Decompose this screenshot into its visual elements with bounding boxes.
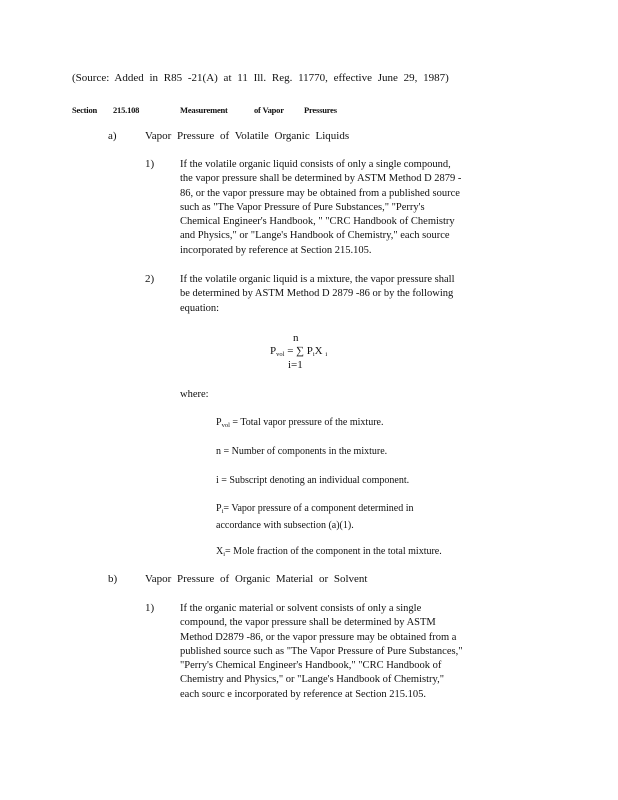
equation-x-subscript: i (325, 351, 328, 358)
item-b1-paragraph (180, 602, 463, 702)
section-title-of-vapor: of Vapor (254, 105, 284, 115)
item-b1-line: each sourc e incorporated by reference at Section 215.105. (180, 688, 427, 700)
item-a2-paragraph (180, 273, 454, 316)
subsection-a-marker: a) (108, 130, 117, 142)
equation-lhs: P (270, 345, 277, 357)
definition-pi-text: = Vapor pressure of a component determined in (223, 503, 414, 514)
item-a1-line: If the volatile organic liquid consists of only a single compound, (180, 159, 451, 170)
item-a1-marker: 1) (145, 158, 155, 170)
equation-upper-limit: n (293, 332, 299, 344)
item-a1-line: and Physics," or "Lange's Handbook of Chemistry," each source (180, 230, 450, 242)
equation-p-subscript: i (312, 351, 315, 358)
item-a1-line: such as "The Vapor Pressure of Pure Substances," "Perry's (180, 201, 425, 213)
definition-pvol (216, 416, 383, 433)
item-b1-marker: 1) (145, 602, 155, 614)
item-b1-line: published source such as "The Vapor Pressure of Pure Substances," (180, 645, 463, 657)
item-b1-line: Method D2879 -86, or the vapor pressure may be obtained from a (180, 631, 457, 643)
item-b1-line: If the organic material or solvent consists of only a single (180, 603, 422, 614)
definition-xi (216, 545, 442, 562)
item-a2-line: be determined by ASTM Method D 2879 -86 or by the following (180, 288, 454, 300)
definition-pi (216, 502, 414, 533)
definition-n: n = Number of components in the mixture. (216, 446, 388, 457)
equation-body (270, 345, 327, 358)
definition-pvol-symbol: P (216, 417, 222, 428)
item-b1-line: compound, the vapor pressure shall be determined by ASTM (180, 617, 436, 629)
equation-x: X (314, 345, 323, 357)
section-title-measurement: Measurement (180, 105, 228, 115)
definition-pvol-subscript: vol (221, 422, 230, 429)
definition-pi-line1 (216, 502, 414, 519)
definition-xi-symbol: X (216, 546, 224, 557)
item-b1-line: Chemistry and Physics," or "Lange's Handbook of Chemistry," (180, 674, 444, 686)
item-a1-line: the vapor pressure shall be determined by ASTM Method D 2879 - (180, 173, 462, 185)
definition-xi-text: = Mole fraction of the component in the total mixture. (225, 546, 442, 557)
item-a1-paragraph (180, 158, 461, 258)
item-a1-line: 86, or the vapor pressure may be obtained from a published source (180, 187, 460, 199)
item-b1-line: "Perry's Chemical Engineer's Handbook," "CRC Handbook of (180, 660, 442, 672)
definition-pi-line2: accordance with subsection (a)(1). (216, 520, 354, 531)
definition-pi-symbol: P (216, 503, 222, 514)
equation-lower-limit: i=1 (288, 359, 303, 371)
item-a2-marker: 2) (145, 273, 155, 285)
equation-sum: = ∑ P (284, 345, 313, 357)
subsection-b-marker: b) (108, 573, 118, 585)
section-title-pressures: Pressures (304, 105, 337, 115)
section-label: Section (72, 105, 98, 115)
equation-lhs-subscript: vol (276, 351, 285, 358)
definition-pi-subscript: i (221, 508, 224, 515)
subsection-b-heading: Vapor Pressure of Organic Material or Solvent (145, 573, 368, 585)
item-a2-line: If the volatile organic liquid is a mixture, the vapor pressure shall (180, 274, 455, 285)
where-label: where: (180, 389, 209, 400)
definition-pvol-text: = Total vapor pressure of the mixture. (229, 417, 384, 428)
item-a1-line: Chemical Engineer's Handbook, " "CRC Handbook of Chemistry (180, 216, 455, 228)
source-note: (Source: Added in R85 -21(A) at 11 Ill. Reg. 11770, effective June 29, 1987) (72, 72, 449, 84)
section-number: 215.108 (113, 105, 140, 115)
item-a1-line: incorporated by reference at Section 215.105. (180, 244, 372, 256)
definition-xi-subscript: i (223, 551, 226, 558)
item-a2-line: equation: (180, 302, 220, 314)
subsection-a-heading: Vapor Pressure of Volatile Organic Liquids (145, 130, 350, 142)
definition-i: i = Subscript denoting an individual component. (216, 475, 410, 486)
